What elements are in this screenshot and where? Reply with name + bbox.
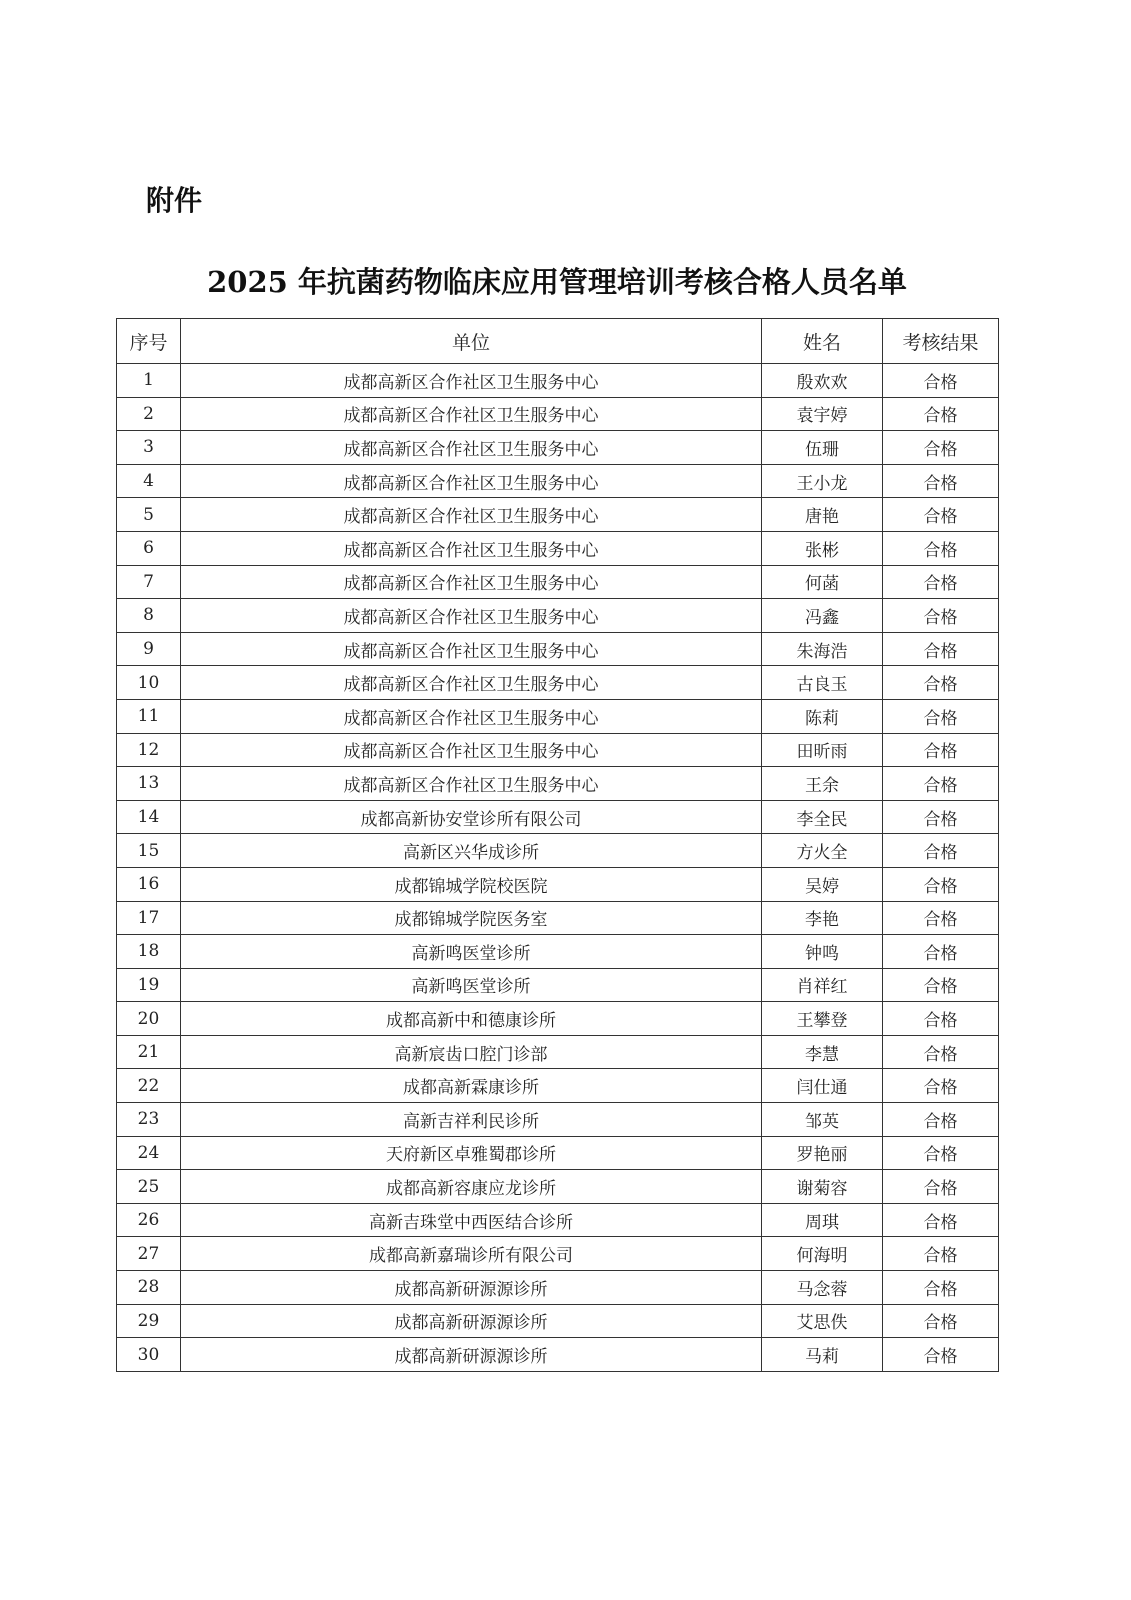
cell-organization: 成都高新研源源诊所 xyxy=(181,1304,762,1338)
cell-result: 合格 xyxy=(883,699,999,733)
cell-index: 20 xyxy=(117,1002,181,1036)
cell-name: 周琪 xyxy=(762,1203,883,1237)
cell-organization: 高新吉珠堂中西医结合诊所 xyxy=(181,1203,762,1237)
cell-organization: 高新宸齿口腔门诊部 xyxy=(181,1035,762,1069)
cell-result: 合格 xyxy=(883,1170,999,1204)
cell-organization: 成都高新区合作社区卫生服务中心 xyxy=(181,498,762,532)
cell-organization: 成都高新研源源诊所 xyxy=(181,1338,762,1372)
cell-name: 殷欢欢 xyxy=(762,364,883,398)
cell-result: 合格 xyxy=(883,733,999,767)
cell-result: 合格 xyxy=(883,666,999,700)
table-row xyxy=(117,1170,999,1204)
table-row xyxy=(117,1002,999,1036)
table-row xyxy=(117,1203,999,1237)
table-row xyxy=(117,834,999,868)
cell-index: 22 xyxy=(117,1069,181,1103)
header-name: 姓名 xyxy=(762,319,883,364)
table-row xyxy=(117,767,999,801)
cell-index: 30 xyxy=(117,1338,181,1372)
table-row xyxy=(117,632,999,666)
cell-name: 朱海浩 xyxy=(762,632,883,666)
cell-organization: 高新吉祥利民诊所 xyxy=(181,1103,762,1137)
cell-result: 合格 xyxy=(883,531,999,565)
cell-organization: 成都高新容康应龙诊所 xyxy=(181,1170,762,1204)
cell-name: 闫仕通 xyxy=(762,1069,883,1103)
cell-result: 合格 xyxy=(883,498,999,532)
cell-organization: 高新鸣医堂诊所 xyxy=(181,935,762,969)
cell-name: 冯鑫 xyxy=(762,599,883,633)
table-row xyxy=(117,1304,999,1338)
table-row xyxy=(117,1069,999,1103)
table-row xyxy=(117,565,999,599)
cell-index: 28 xyxy=(117,1271,181,1305)
attachment-label: 附件 xyxy=(146,184,203,217)
cell-index: 24 xyxy=(117,1136,181,1170)
cell-name: 李全民 xyxy=(762,800,883,834)
cell-result: 合格 xyxy=(883,1069,999,1103)
cell-name: 谢菊容 xyxy=(762,1170,883,1204)
table-row xyxy=(117,498,999,532)
cell-index: 4 xyxy=(117,464,181,498)
cell-name: 何菡 xyxy=(762,565,883,599)
cell-index: 10 xyxy=(117,666,181,700)
cell-result: 合格 xyxy=(883,397,999,431)
cell-index: 27 xyxy=(117,1237,181,1271)
cell-name: 王攀登 xyxy=(762,1002,883,1036)
cell-name: 吴婷 xyxy=(762,867,883,901)
cell-index: 3 xyxy=(117,431,181,465)
table-row xyxy=(117,1271,999,1305)
table-row xyxy=(117,935,999,969)
table-row xyxy=(117,1103,999,1137)
cell-name: 袁宇婷 xyxy=(762,397,883,431)
cell-index: 7 xyxy=(117,565,181,599)
qualified-personnel-table xyxy=(116,318,999,1372)
cell-name: 罗艳丽 xyxy=(762,1136,883,1170)
cell-organization: 成都高新区合作社区卫生服务中心 xyxy=(181,733,762,767)
table-row xyxy=(117,397,999,431)
cell-index: 1 xyxy=(117,364,181,398)
cell-organization: 成都高新区合作社区卫生服务中心 xyxy=(181,599,762,633)
cell-index: 13 xyxy=(117,767,181,801)
cell-result: 合格 xyxy=(883,968,999,1002)
cell-index: 21 xyxy=(117,1035,181,1069)
cell-result: 合格 xyxy=(883,834,999,868)
cell-name: 钟鸣 xyxy=(762,935,883,969)
cell-organization: 成都高新区合作社区卫生服务中心 xyxy=(181,464,762,498)
cell-name: 马念蓉 xyxy=(762,1271,883,1305)
table-row xyxy=(117,364,999,398)
cell-organization: 成都锦城学院医务室 xyxy=(181,901,762,935)
header-index: 序号 xyxy=(117,319,181,364)
cell-organization: 成都高新区合作社区卫生服务中心 xyxy=(181,632,762,666)
cell-index: 16 xyxy=(117,867,181,901)
cell-index: 14 xyxy=(117,800,181,834)
cell-name: 肖祥红 xyxy=(762,968,883,1002)
cell-result: 合格 xyxy=(883,800,999,834)
cell-name: 艾思佚 xyxy=(762,1304,883,1338)
cell-result: 合格 xyxy=(883,935,999,969)
cell-result: 合格 xyxy=(883,1304,999,1338)
header-result: 考核结果 xyxy=(883,319,999,364)
cell-result: 合格 xyxy=(883,867,999,901)
cell-organization: 成都高新区合作社区卫生服务中心 xyxy=(181,364,762,398)
cell-index: 18 xyxy=(117,935,181,969)
table-row xyxy=(117,666,999,700)
cell-index: 23 xyxy=(117,1103,181,1137)
cell-index: 29 xyxy=(117,1304,181,1338)
cell-organization: 成都高新区合作社区卫生服务中心 xyxy=(181,531,762,565)
table-row xyxy=(117,531,999,565)
cell-organization: 成都高新区合作社区卫生服务中心 xyxy=(181,666,762,700)
cell-result: 合格 xyxy=(883,1136,999,1170)
header-organization: 单位 xyxy=(181,319,762,364)
cell-organization: 成都高新区合作社区卫生服务中心 xyxy=(181,431,762,465)
cell-result: 合格 xyxy=(883,1338,999,1372)
cell-name: 唐艳 xyxy=(762,498,883,532)
cell-name: 伍珊 xyxy=(762,431,883,465)
cell-result: 合格 xyxy=(883,431,999,465)
cell-name: 古良玉 xyxy=(762,666,883,700)
cell-name: 李慧 xyxy=(762,1035,883,1069)
table-row xyxy=(117,867,999,901)
cell-organization: 成都锦城学院校医院 xyxy=(181,867,762,901)
cell-result: 合格 xyxy=(883,767,999,801)
cell-result: 合格 xyxy=(883,901,999,935)
document-title: 2025 年抗菌药物临床应用管理培训考核合格人员名单 xyxy=(207,265,907,299)
cell-name: 陈莉 xyxy=(762,699,883,733)
cell-name: 邹英 xyxy=(762,1103,883,1137)
cell-name: 马莉 xyxy=(762,1338,883,1372)
cell-index: 12 xyxy=(117,733,181,767)
cell-result: 合格 xyxy=(883,1237,999,1271)
table-body xyxy=(117,364,999,1372)
cell-name: 张彬 xyxy=(762,531,883,565)
cell-organization: 天府新区卓雅蜀郡诊所 xyxy=(181,1136,762,1170)
table-header-row xyxy=(117,319,999,364)
cell-organization: 成都高新协安堂诊所有限公司 xyxy=(181,800,762,834)
table-row xyxy=(117,1035,999,1069)
cell-index: 15 xyxy=(117,834,181,868)
cell-name: 方火全 xyxy=(762,834,883,868)
table-row xyxy=(117,800,999,834)
cell-name: 李艳 xyxy=(762,901,883,935)
cell-result: 合格 xyxy=(883,565,999,599)
cell-organization: 高新区兴华成诊所 xyxy=(181,834,762,868)
cell-result: 合格 xyxy=(883,464,999,498)
cell-name: 王小龙 xyxy=(762,464,883,498)
cell-index: 11 xyxy=(117,699,181,733)
cell-result: 合格 xyxy=(883,1203,999,1237)
table-row xyxy=(117,1136,999,1170)
cell-index: 19 xyxy=(117,968,181,1002)
cell-organization: 成都高新研源源诊所 xyxy=(181,1271,762,1305)
cell-name: 何海明 xyxy=(762,1237,883,1271)
cell-index: 2 xyxy=(117,397,181,431)
cell-result: 合格 xyxy=(883,599,999,633)
cell-result: 合格 xyxy=(883,1271,999,1305)
table-row xyxy=(117,464,999,498)
cell-organization: 成都高新中和德康诊所 xyxy=(181,1002,762,1036)
table-row xyxy=(117,431,999,465)
cell-organization: 成都高新区合作社区卫生服务中心 xyxy=(181,565,762,599)
cell-name: 王余 xyxy=(762,767,883,801)
table-row xyxy=(117,1237,999,1271)
cell-organization: 成都高新嘉瑞诊所有限公司 xyxy=(181,1237,762,1271)
cell-result: 合格 xyxy=(883,632,999,666)
cell-organization: 成都高新区合作社区卫生服务中心 xyxy=(181,767,762,801)
cell-organization: 成都高新区合作社区卫生服务中心 xyxy=(181,397,762,431)
table-row xyxy=(117,699,999,733)
table-row xyxy=(117,733,999,767)
table-row xyxy=(117,1338,999,1372)
cell-index: 17 xyxy=(117,901,181,935)
cell-index: 8 xyxy=(117,599,181,633)
cell-result: 合格 xyxy=(883,364,999,398)
cell-result: 合格 xyxy=(883,1002,999,1036)
cell-name: 田昕雨 xyxy=(762,733,883,767)
cell-result: 合格 xyxy=(883,1103,999,1137)
cell-organization: 成都高新区合作社区卫生服务中心 xyxy=(181,699,762,733)
cell-index: 5 xyxy=(117,498,181,532)
table-row xyxy=(117,901,999,935)
table-row xyxy=(117,599,999,633)
table-row xyxy=(117,968,999,1002)
cell-organization: 成都高新霖康诊所 xyxy=(181,1069,762,1103)
cell-index: 9 xyxy=(117,632,181,666)
cell-organization: 高新鸣医堂诊所 xyxy=(181,968,762,1002)
cell-index: 26 xyxy=(117,1203,181,1237)
cell-result: 合格 xyxy=(883,1035,999,1069)
cell-index: 25 xyxy=(117,1170,181,1204)
cell-index: 6 xyxy=(117,531,181,565)
